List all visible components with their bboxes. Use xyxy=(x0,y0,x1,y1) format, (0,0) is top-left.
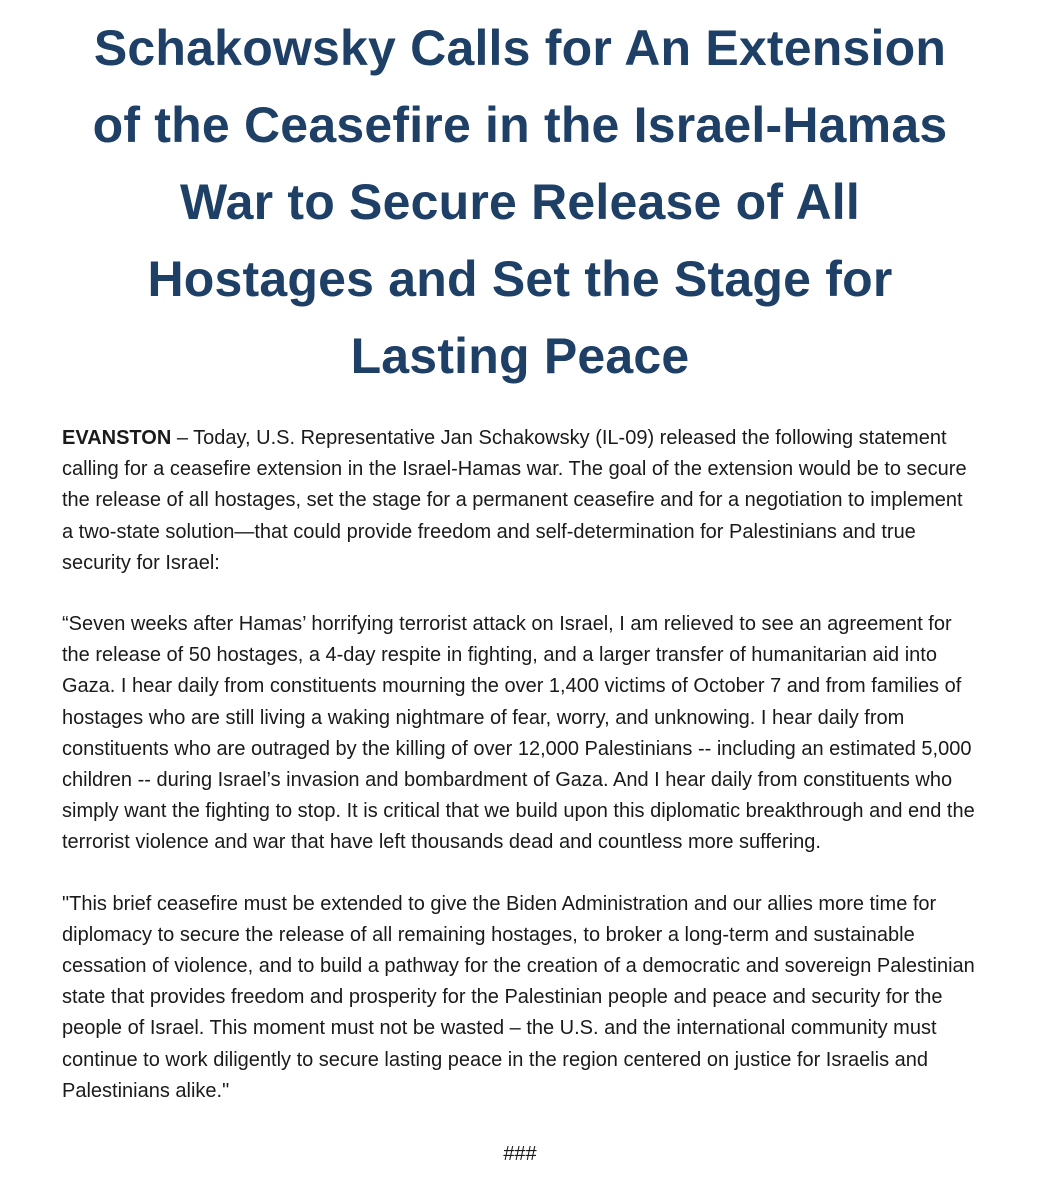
statement-quote-paragraph-1: “Seven weeks after Hamas’ horrifying terrorist attack on Israel, I am relieved to see an agreement for the release of 50 hostages, a 4-day respite in fighting, and a larger transfer of humanitarian aid into Gaza. I hear daily from constituents mourning the over 1,400 victims of October 7 and from families of hostages who are still living a waking nightmare of fear, worry, and unknowing. I hear daily from constituents who are outraged by the killing of over 12,000 Palestinians -- including an estimated 5,000 children -- during Israel’s invasion and bombardment of Gaza. And I hear daily from constituents who simply want the fighting to stop. It is critical that we build upon this diplomatic breakthrough and end the terrorist violence and war that have left thousands dead and countless more suffering. xyxy=(62,613,975,854)
dateline: EVANSTON xyxy=(62,427,172,449)
statement-intro-paragraph xyxy=(62,423,978,579)
intro-text: – Today, U.S. Representative Jan Schakowsky (IL-09) released the following statement calling for a ceasefire extension in the Israel-Hamas war. The goal of the extension would be to secure the release of all hostages, set the stage for a permanent ceasefire and for a negotiation to implement a two-state solution—that could provide freedom and self-determination for Palestinians and true security for Israel: xyxy=(62,427,967,574)
press-release-headline: Schakowsky Calls for An Extension of the Ceasefire in the Israel-Hamas War to Secure Release of All Hostages and Set the Stage for Lasting Peace xyxy=(92,20,948,384)
statement-quote-paragraph-2: "This brief ceasefire must be extended to give the Biden Administration and our allies more time for diplomacy to secure the release of all remaining hostages, to broker a long-term and sustainable cessation of violence, and to build a pathway for the creation of a democratic and sovereign Palestinian state that provides freedom and prosperity for the Palestinian people and peace and security for the people of Israel. This moment must not be wasted – the U.S. and the international community must continue to work diligently to secure lasting peace in the region centered on justice for Israelis and Palestinians alike." xyxy=(62,892,975,1102)
end-of-release-mark: ### xyxy=(503,1143,537,1166)
